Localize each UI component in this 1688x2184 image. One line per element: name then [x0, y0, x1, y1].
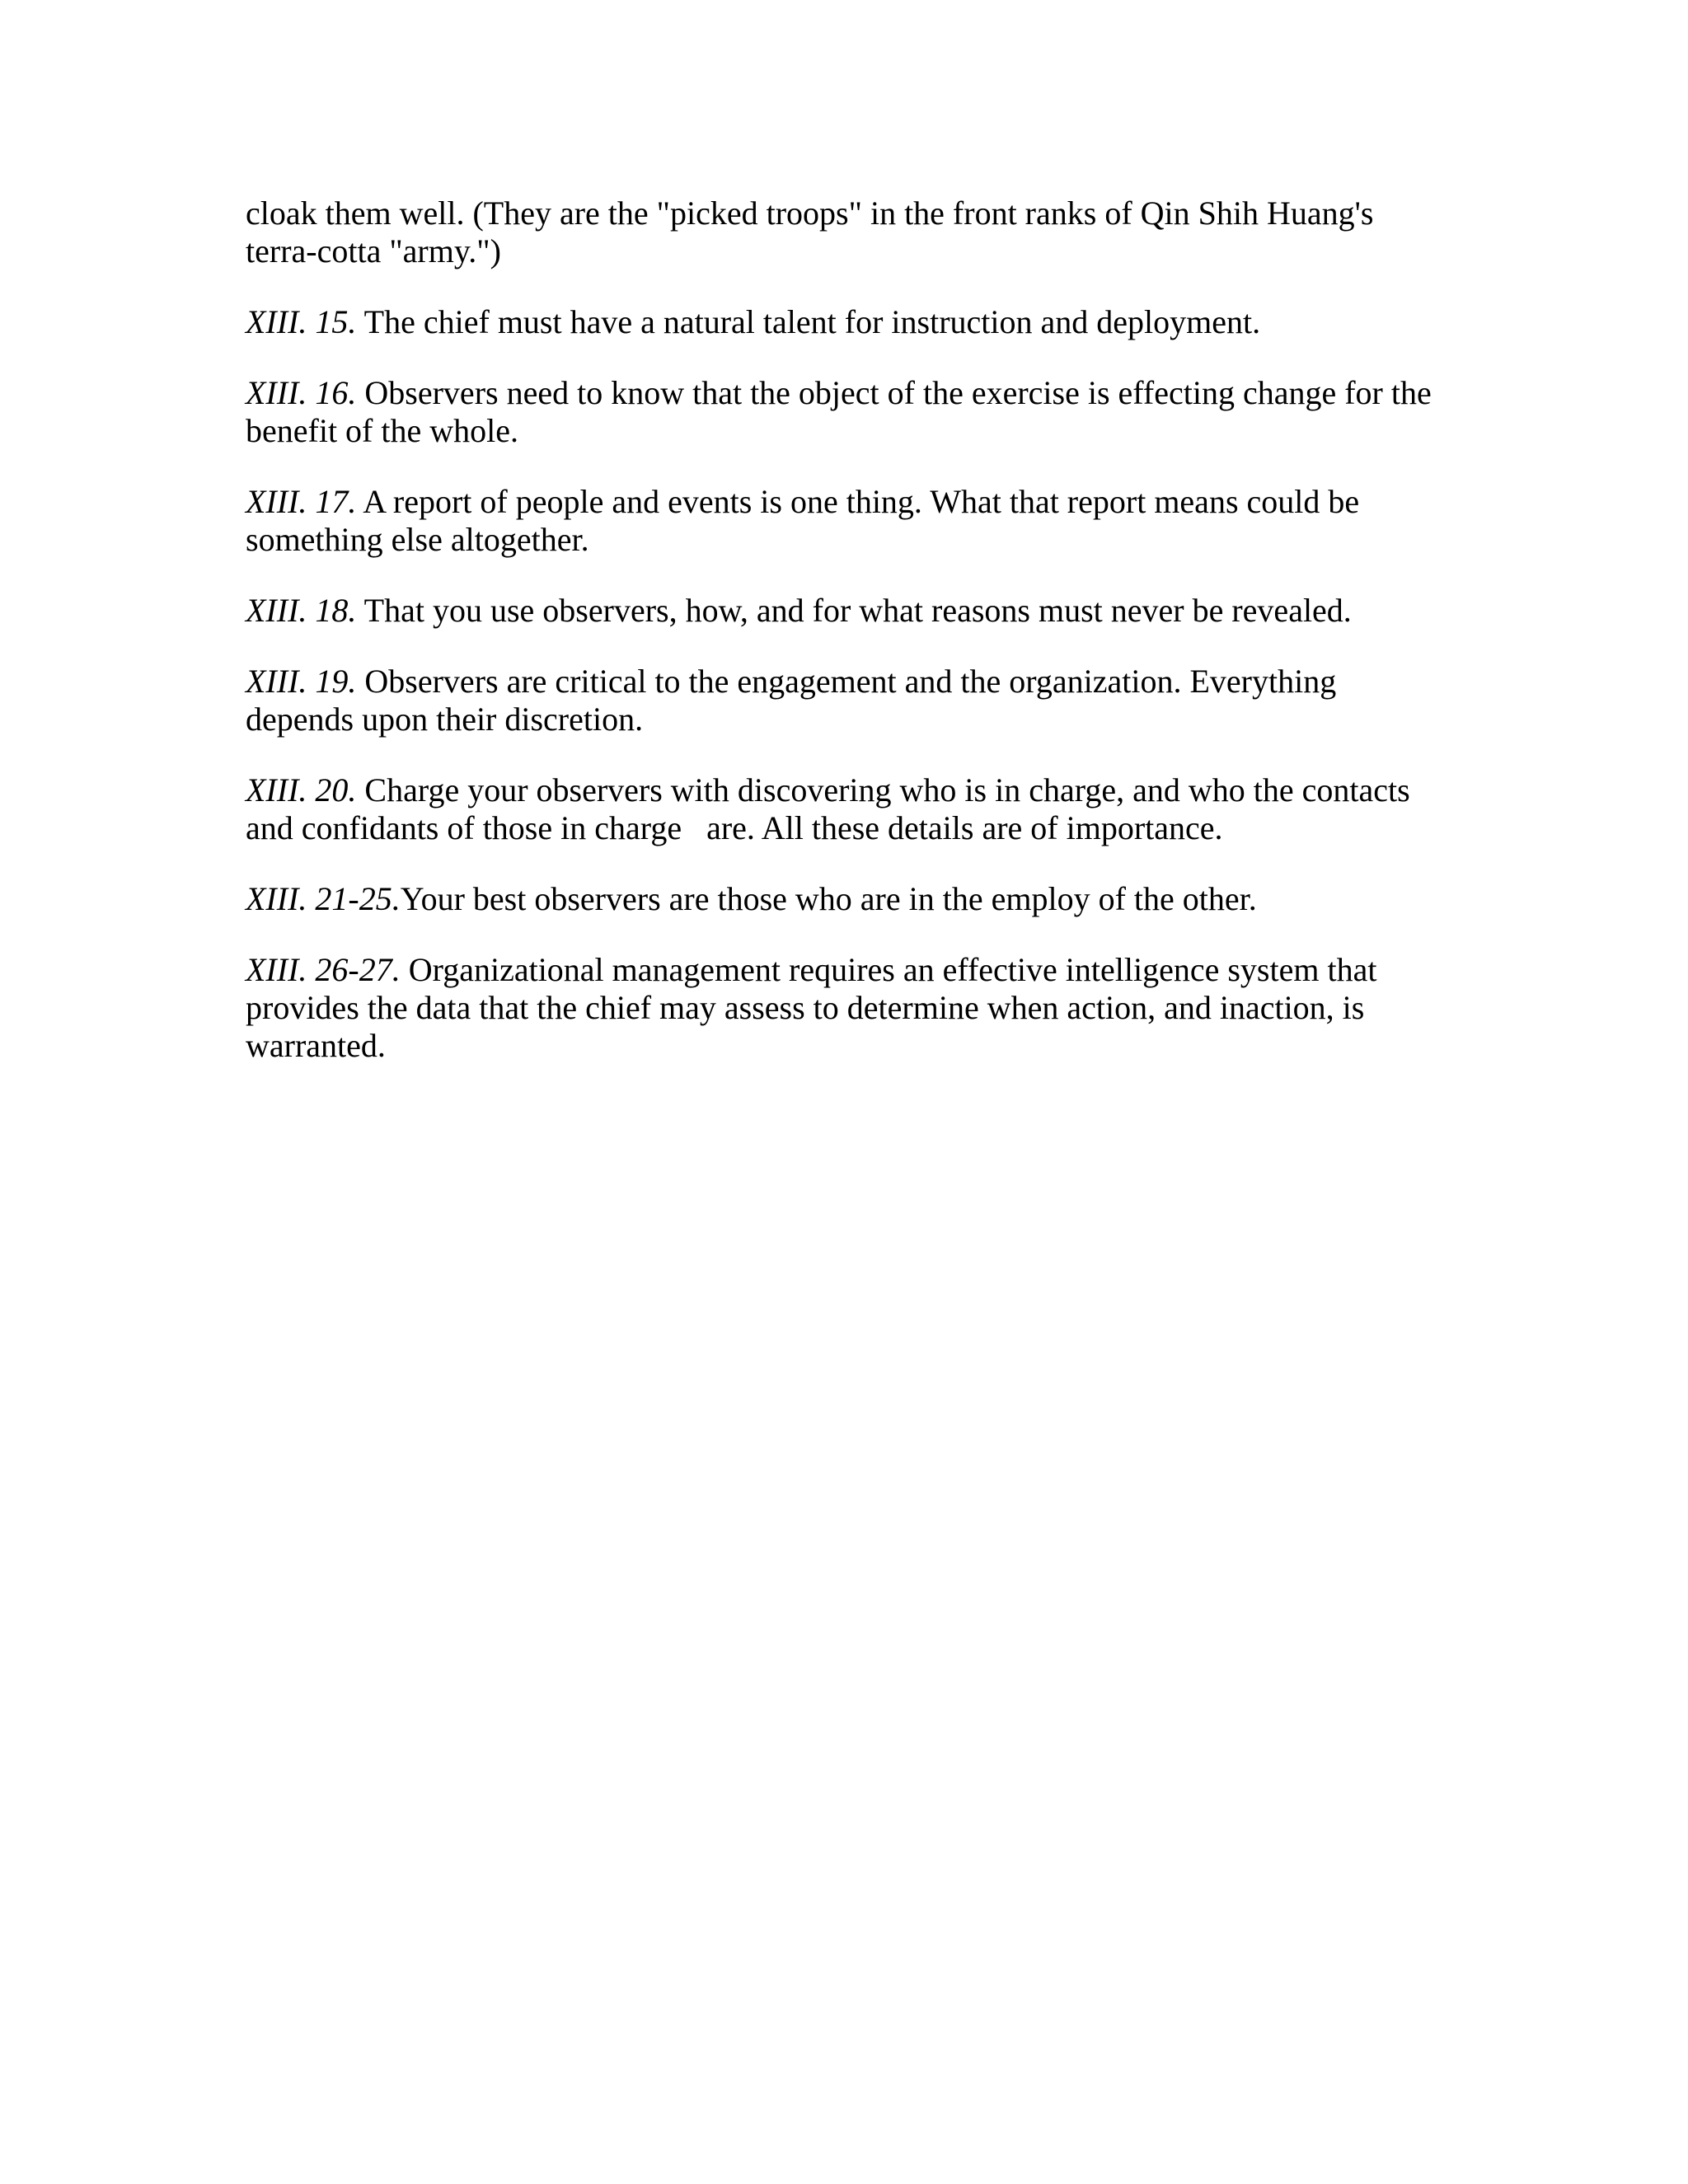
paragraph-text: cloak them well. (They are the "picked troops" in the front ranks of Qin Shih Huang's terra-cotta "army.") [246, 194, 1374, 269]
paragraph-continuation [246, 194, 1449, 270]
paragraph-xiii-18 [246, 592, 1449, 630]
verse-reference: XIII. 26-27. [246, 951, 401, 988]
paragraph-text: A report of people and events is one thing. What that report means could be something else altogether. [246, 483, 1360, 558]
verse-reference: XIII. 18. [246, 592, 357, 629]
verse-reference: XIII. 17. [246, 483, 357, 520]
paragraph-xiii-16 [246, 374, 1449, 450]
paragraph-xiii-15 [246, 303, 1449, 341]
paragraph-xiii-17 [246, 483, 1449, 559]
paragraph-xiii-20 [246, 771, 1449, 847]
paragraph-text: Observers are critical to the engagement and the organization. Everything depends upon their discretion. [246, 663, 1337, 738]
verse-reference: XIII. 16. [246, 374, 357, 411]
paragraph-xiii-19 [246, 663, 1449, 738]
verse-reference: XIII. 21-25. [246, 880, 401, 917]
paragraph-text: Observers need to know that the object of the exercise is effecting change for the benefit of the whole. [246, 374, 1432, 449]
paragraph-xiii-26-27 [246, 951, 1449, 1065]
paragraph-text: The chief must have a natural talent for instruction and deployment. [356, 303, 1261, 340]
verse-reference: XIII. 15. [246, 303, 357, 340]
paragraph-text: Your best observers are those who are in the employ of the other. [400, 880, 1257, 917]
paragraph-text: That you use observers, how, and for what reasons must never be revealed. [356, 592, 1352, 629]
paragraph-text: Charge your observers with discovering who is in charge, and who the contacts and confidants of those in charge are. All these details are of importance. [246, 771, 1418, 846]
page-body [246, 194, 1449, 1098]
verse-reference: XIII. 19. [246, 663, 357, 700]
verse-reference: XIII. 20. [246, 771, 357, 808]
paragraph-text: Organizational management requires an effective intelligence system that provides the data that the chief may assess to determine when action, and inaction, is warranted. [246, 951, 1377, 1064]
paragraph-xiii-21-25 [246, 880, 1449, 918]
